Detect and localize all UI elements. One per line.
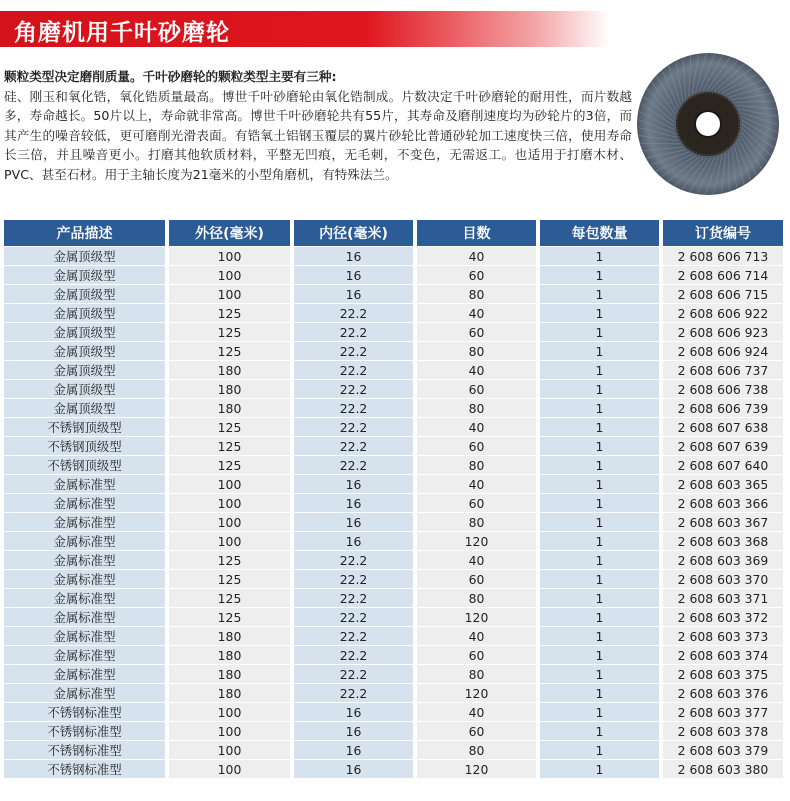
cell-pack-qty: 1 [540, 379, 663, 398]
cell-outer-diameter: 125 [169, 341, 294, 360]
cell-order-number: 2 608 603 372 [663, 607, 783, 626]
cell-inner-diameter: 16 [294, 702, 417, 721]
table-row [4, 664, 783, 683]
cell-order-number: 2 608 607 640 [663, 455, 783, 474]
cell-order-number: 2 608 603 366 [663, 493, 783, 512]
cell-grit: 80 [417, 740, 540, 759]
table-row [4, 683, 783, 702]
cell-inner-diameter: 22.2 [294, 303, 417, 322]
cell-pack-qty: 1 [540, 303, 663, 322]
cell-outer-diameter: 125 [169, 417, 294, 436]
table-row [4, 303, 783, 322]
cell-inner-diameter: 22.2 [294, 607, 417, 626]
cell-pack-qty: 1 [540, 702, 663, 721]
cell-outer-diameter: 100 [169, 702, 294, 721]
cell-pack-qty: 1 [540, 436, 663, 455]
table-row [4, 379, 783, 398]
cell-order-number: 2 608 603 374 [663, 645, 783, 664]
cell-product: 金属顶级型 [4, 303, 169, 322]
cell-outer-diameter: 180 [169, 360, 294, 379]
cell-inner-diameter: 22.2 [294, 398, 417, 417]
cell-outer-diameter: 100 [169, 721, 294, 740]
cell-inner-diameter: 16 [294, 284, 417, 303]
table-row [4, 474, 783, 493]
page-title: 角磨机用千叶砂磨轮 [14, 20, 230, 46]
cell-order-number: 2 608 606 922 [663, 303, 783, 322]
cell-product: 金属顶级型 [4, 265, 169, 284]
cell-product: 金属标准型 [4, 626, 169, 645]
cell-pack-qty: 1 [540, 246, 663, 265]
cell-order-number: 2 608 606 714 [663, 265, 783, 284]
cell-order-number: 2 608 603 376 [663, 683, 783, 702]
cell-product: 金属顶级型 [4, 246, 169, 265]
cell-product: 金属标准型 [4, 569, 169, 588]
cell-product: 金属标准型 [4, 474, 169, 493]
header-pack-qty: 每包数量 [540, 220, 663, 246]
cell-grit: 40 [417, 702, 540, 721]
cell-outer-diameter: 180 [169, 626, 294, 645]
cell-product: 金属顶级型 [4, 322, 169, 341]
cell-inner-diameter: 22.2 [294, 588, 417, 607]
cell-pack-qty: 1 [540, 493, 663, 512]
cell-grit: 40 [417, 474, 540, 493]
table-row [4, 721, 783, 740]
cell-pack-qty: 1 [540, 455, 663, 474]
header-inner-diameter: 内径(毫米) [294, 220, 417, 246]
cell-outer-diameter: 125 [169, 322, 294, 341]
cell-outer-diameter: 180 [169, 398, 294, 417]
cell-outer-diameter: 125 [169, 550, 294, 569]
cell-inner-diameter: 22.2 [294, 664, 417, 683]
cell-outer-diameter: 125 [169, 607, 294, 626]
cell-product: 金属顶级型 [4, 284, 169, 303]
cell-inner-diameter: 16 [294, 512, 417, 531]
cell-product: 金属标准型 [4, 683, 169, 702]
cell-pack-qty: 1 [540, 360, 663, 379]
cell-pack-qty: 1 [540, 759, 663, 778]
table-header-row [4, 220, 783, 246]
table-row [4, 512, 783, 531]
cell-pack-qty: 1 [540, 322, 663, 341]
cell-inner-diameter: 16 [294, 721, 417, 740]
cell-order-number: 2 608 607 639 [663, 436, 783, 455]
cell-pack-qty: 1 [540, 569, 663, 588]
table-row [4, 246, 783, 265]
cell-grit: 60 [417, 322, 540, 341]
cell-pack-qty: 1 [540, 417, 663, 436]
header-outer-diameter: 外径(毫米) [169, 220, 294, 246]
cell-outer-diameter: 100 [169, 284, 294, 303]
cell-outer-diameter: 100 [169, 740, 294, 759]
cell-product: 金属标准型 [4, 550, 169, 569]
table-row [4, 284, 783, 303]
cell-grit: 120 [417, 683, 540, 702]
cell-grit: 60 [417, 721, 540, 740]
cell-product: 不锈钢顶级型 [4, 417, 169, 436]
cell-order-number: 2 608 606 738 [663, 379, 783, 398]
table-row [4, 436, 783, 455]
intro-lead: 颗粒类型决定磨削质量。千叶砂磨轮的颗粒类型主要有三种: [4, 69, 337, 84]
cell-order-number: 2 608 606 924 [663, 341, 783, 360]
cell-outer-diameter: 100 [169, 493, 294, 512]
cell-product: 金属标准型 [4, 588, 169, 607]
cell-inner-diameter: 16 [294, 265, 417, 284]
header-product: 产品描述 [4, 220, 169, 246]
table-row [4, 645, 783, 664]
cell-pack-qty: 1 [540, 683, 663, 702]
cell-order-number: 2 608 603 375 [663, 664, 783, 683]
cell-order-number: 2 608 606 713 [663, 246, 783, 265]
cell-pack-qty: 1 [540, 284, 663, 303]
cell-grit: 120 [417, 607, 540, 626]
cell-outer-diameter: 125 [169, 436, 294, 455]
cell-pack-qty: 1 [540, 664, 663, 683]
cell-grit: 40 [417, 303, 540, 322]
cell-order-number: 2 608 603 370 [663, 569, 783, 588]
cell-product: 金属顶级型 [4, 341, 169, 360]
cell-grit: 40 [417, 417, 540, 436]
cell-inner-diameter: 16 [294, 531, 417, 550]
cell-outer-diameter: 100 [169, 759, 294, 778]
table-row [4, 607, 783, 626]
cell-grit: 120 [417, 759, 540, 778]
cell-grit: 60 [417, 265, 540, 284]
cell-outer-diameter: 125 [169, 303, 294, 322]
cell-pack-qty: 1 [540, 398, 663, 417]
cell-order-number: 2 608 607 638 [663, 417, 783, 436]
table-row [4, 417, 783, 436]
cell-grit: 120 [417, 531, 540, 550]
cell-product: 金属标准型 [4, 664, 169, 683]
cell-product: 不锈钢标准型 [4, 721, 169, 740]
cell-product: 不锈钢顶级型 [4, 455, 169, 474]
cell-pack-qty: 1 [540, 531, 663, 550]
cell-outer-diameter: 180 [169, 683, 294, 702]
cell-product: 金属标准型 [4, 645, 169, 664]
cell-pack-qty: 1 [540, 588, 663, 607]
cell-pack-qty: 1 [540, 474, 663, 493]
cell-inner-diameter: 16 [294, 740, 417, 759]
cell-outer-diameter: 100 [169, 246, 294, 265]
cell-order-number: 2 608 603 369 [663, 550, 783, 569]
cell-inner-diameter: 22.2 [294, 626, 417, 645]
cell-order-number: 2 608 606 737 [663, 360, 783, 379]
cell-order-number: 2 608 606 739 [663, 398, 783, 417]
cell-product: 金属顶级型 [4, 398, 169, 417]
cell-order-number: 2 608 603 365 [663, 474, 783, 493]
cell-inner-diameter: 22.2 [294, 341, 417, 360]
cell-order-number: 2 608 606 715 [663, 284, 783, 303]
intro-body: 硅、刚玉和氧化锆，氧化锆质量最高。博世千叶砂磨轮由氧化锆制成。片数决定千叶砂磨轮的耐用性，而片数越多，寿命越长。50片以上，寿命就非常高。博世千叶砂磨轮共有55片，其寿命及磨削速度均为砂轮片的3倍，而其产生的噪音较低，更可磨削光滑表面。有锆氧土铝钢玉覆层的翼片砂轮比普通砂轮加工速度快三倍，使用寿命长三倍，并且噪音更小。打磨其他软质材料，平整无凹痕，无毛刺，不变色，无需返工。也适用于打磨木材、PVC、甚至石材。用于主轴长度为21毫米的小型角磨机，有特殊法兰。 [4, 88, 632, 182]
cell-outer-diameter: 180 [169, 664, 294, 683]
table-row [4, 360, 783, 379]
spec-table [4, 220, 783, 778]
cell-inner-diameter: 22.2 [294, 360, 417, 379]
cell-product: 不锈钢标准型 [4, 702, 169, 721]
cell-pack-qty: 1 [540, 740, 663, 759]
header-order-number: 订货编号 [663, 220, 783, 246]
cell-grit: 60 [417, 569, 540, 588]
cell-pack-qty: 1 [540, 626, 663, 645]
cell-product: 金属标准型 [4, 531, 169, 550]
title-banner [0, 11, 610, 47]
cell-grit: 60 [417, 645, 540, 664]
cell-grit: 60 [417, 493, 540, 512]
cell-pack-qty: 1 [540, 341, 663, 360]
cell-grit: 80 [417, 588, 540, 607]
cell-outer-diameter: 125 [169, 569, 294, 588]
cell-order-number: 2 608 606 923 [663, 322, 783, 341]
cell-grit: 80 [417, 664, 540, 683]
cell-order-number: 2 608 603 380 [663, 759, 783, 778]
cell-inner-diameter: 22.2 [294, 683, 417, 702]
cell-product: 金属标准型 [4, 512, 169, 531]
flap-disc-image [636, 52, 780, 196]
cell-outer-diameter: 180 [169, 645, 294, 664]
cell-grit: 80 [417, 455, 540, 474]
cell-grit: 40 [417, 626, 540, 645]
cell-product: 金属顶级型 [4, 360, 169, 379]
cell-pack-qty: 1 [540, 607, 663, 626]
cell-grit: 80 [417, 398, 540, 417]
cell-product: 金属标准型 [4, 493, 169, 512]
cell-pack-qty: 1 [540, 645, 663, 664]
table-row [4, 455, 783, 474]
cell-order-number: 2 608 603 373 [663, 626, 783, 645]
cell-product: 不锈钢顶级型 [4, 436, 169, 455]
table-row [4, 626, 783, 645]
table-row [4, 702, 783, 721]
table-row [4, 341, 783, 360]
table-row [4, 531, 783, 550]
cell-grit: 40 [417, 550, 540, 569]
cell-product: 不锈钢标准型 [4, 740, 169, 759]
cell-outer-diameter: 125 [169, 455, 294, 474]
cell-pack-qty: 1 [540, 550, 663, 569]
cell-pack-qty: 1 [540, 721, 663, 740]
cell-grit: 80 [417, 512, 540, 531]
cell-outer-diameter: 180 [169, 379, 294, 398]
cell-inner-diameter: 22.2 [294, 436, 417, 455]
cell-grit: 40 [417, 246, 540, 265]
cell-grit: 80 [417, 284, 540, 303]
cell-grit: 60 [417, 379, 540, 398]
cell-outer-diameter: 100 [169, 512, 294, 531]
cell-product: 金属顶级型 [4, 379, 169, 398]
cell-product: 金属标准型 [4, 607, 169, 626]
cell-order-number: 2 608 603 379 [663, 740, 783, 759]
cell-inner-diameter: 22.2 [294, 645, 417, 664]
table-body [4, 246, 783, 778]
cell-inner-diameter: 16 [294, 246, 417, 265]
cell-grit: 60 [417, 436, 540, 455]
cell-grit: 40 [417, 360, 540, 379]
cell-outer-diameter: 100 [169, 265, 294, 284]
cell-order-number: 2 608 603 377 [663, 702, 783, 721]
table-row [4, 550, 783, 569]
cell-inner-diameter: 16 [294, 759, 417, 778]
table-row [4, 322, 783, 341]
cell-grit: 80 [417, 341, 540, 360]
cell-order-number: 2 608 603 367 [663, 512, 783, 531]
header-grit: 目数 [417, 220, 540, 246]
cell-inner-diameter: 22.2 [294, 455, 417, 474]
table-row [4, 588, 783, 607]
cell-outer-diameter: 100 [169, 531, 294, 550]
cell-inner-diameter: 22.2 [294, 417, 417, 436]
cell-pack-qty: 1 [540, 265, 663, 284]
cell-order-number: 2 608 603 368 [663, 531, 783, 550]
table-row [4, 740, 783, 759]
table-row [4, 265, 783, 284]
cell-order-number: 2 608 603 378 [663, 721, 783, 740]
cell-outer-diameter: 125 [169, 588, 294, 607]
table-row [4, 759, 783, 778]
cell-product: 不锈钢标准型 [4, 759, 169, 778]
cell-inner-diameter: 16 [294, 493, 417, 512]
cell-pack-qty: 1 [540, 512, 663, 531]
table-row [4, 493, 783, 512]
table-row [4, 398, 783, 417]
intro-paragraph [4, 67, 632, 185]
cell-order-number: 2 608 603 371 [663, 588, 783, 607]
cell-inner-diameter: 22.2 [294, 322, 417, 341]
cell-inner-diameter: 22.2 [294, 569, 417, 588]
cell-inner-diameter: 22.2 [294, 379, 417, 398]
cell-inner-diameter: 16 [294, 474, 417, 493]
table-row [4, 569, 783, 588]
cell-inner-diameter: 22.2 [294, 550, 417, 569]
cell-outer-diameter: 100 [169, 474, 294, 493]
